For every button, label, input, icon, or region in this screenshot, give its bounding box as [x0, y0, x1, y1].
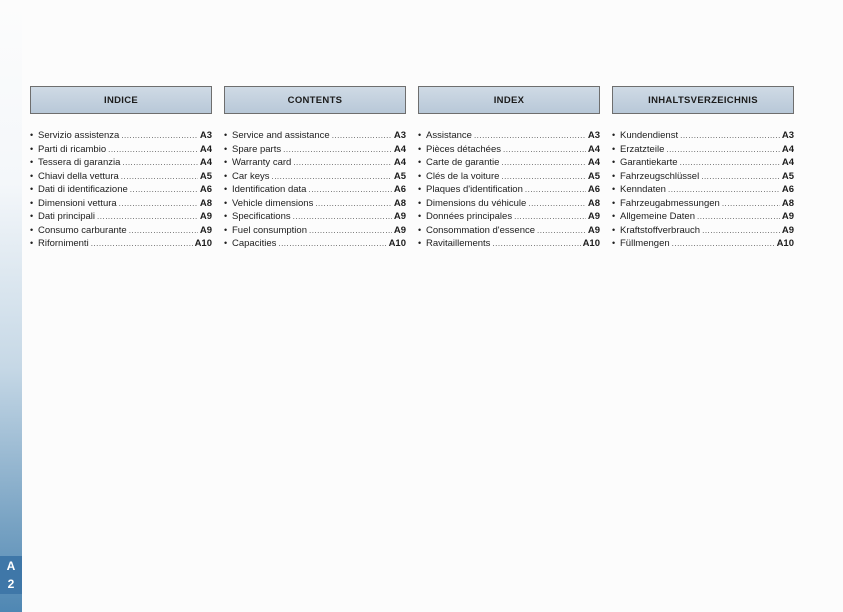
toc-entry[interactable] [612, 170, 794, 184]
dot-leader [283, 143, 392, 157]
bullet-icon: • [612, 238, 616, 248]
dot-leader [501, 156, 585, 170]
toc-entry-page: A9 [393, 211, 406, 222]
dot-leader [315, 197, 392, 211]
toc-entry[interactable] [612, 143, 794, 157]
bullet-icon: • [224, 130, 228, 140]
toc-entry[interactable] [612, 224, 794, 238]
bullet-icon: • [418, 211, 422, 221]
column-title: INHALTSVERZEICHNIS [612, 86, 794, 114]
toc-entry-page: A3 [587, 130, 600, 141]
toc-entry-label: Fuel consumption [232, 224, 307, 236]
toc-entry-page: A4 [199, 143, 212, 155]
toc-entry-label: Vehicle dimensions [232, 197, 314, 209]
toc-entry-page: A5 [199, 170, 212, 182]
toc-entry-label: Dati di identificazione [38, 184, 128, 195]
toc-entry[interactable] [612, 156, 794, 170]
toc-entry-page: A8 [587, 197, 600, 209]
toc-entry[interactable] [224, 237, 406, 251]
bullet-icon: • [30, 238, 34, 248]
toc-entry-label: Dati principali [38, 211, 96, 222]
dot-leader [525, 183, 586, 197]
bullet-icon: • [30, 157, 34, 167]
dot-leader [91, 237, 193, 251]
toc-entry-label: Dimensioni vettura [38, 197, 117, 209]
toc-entry-label: Tessera di garanzia [38, 157, 121, 168]
toc-entry[interactable] [30, 197, 212, 211]
toc-entry[interactable] [30, 170, 212, 184]
dot-leader [122, 156, 197, 170]
toc-entry-label: Servizio assistenza [38, 130, 120, 141]
dot-leader [501, 170, 585, 184]
index-column-italian [30, 86, 212, 251]
toc-entry-page: A9 [587, 211, 600, 222]
dot-leader [119, 197, 198, 211]
toc-entry-label: Warranty card [232, 157, 292, 168]
toc-entry-page: A6 [199, 184, 212, 195]
index-column-french [418, 86, 600, 251]
dot-leader [308, 183, 391, 197]
toc-entry-label: Ravitaillements [426, 238, 491, 249]
toc-entry[interactable] [224, 156, 406, 170]
bullet-icon: • [224, 211, 228, 221]
toc-entry-label: Car keys [232, 170, 270, 182]
toc-entry-label: Consommation d'essence [426, 224, 536, 236]
bullet-icon: • [30, 197, 34, 208]
toc-entry-page: A10 [776, 238, 794, 249]
side-color-strip [0, 0, 22, 612]
toc-entry[interactable] [418, 224, 600, 238]
bullet-icon: • [224, 170, 228, 181]
dot-leader [293, 210, 392, 224]
toc-entry-page: A9 [199, 224, 212, 236]
bullet-icon: • [418, 130, 422, 140]
toc-entry[interactable] [224, 224, 406, 238]
dot-leader [680, 156, 780, 170]
toc-entry-label: Chiavi della vettura [38, 170, 119, 182]
toc-entry[interactable] [30, 183, 212, 197]
bullet-icon: • [224, 184, 228, 194]
toc-entry[interactable] [224, 183, 406, 197]
toc-entry-page: A9 [781, 211, 794, 222]
bullet-icon: • [612, 143, 616, 154]
toc-entry[interactable] [30, 224, 212, 238]
toc-entry-page: A4 [587, 143, 600, 155]
toc-entry[interactable] [224, 210, 406, 224]
toc-entry-label: Fahrzeugschlüssel [620, 170, 700, 182]
toc-entry-label: Capacities [232, 238, 277, 249]
toc-entry-label: Kenndaten [620, 184, 666, 195]
toc-entry[interactable] [418, 170, 600, 184]
bullet-icon: • [612, 157, 616, 167]
dot-leader [293, 156, 392, 170]
toc-entry-page: A6 [393, 184, 406, 195]
toc-entry-label: Spare parts [232, 143, 282, 155]
toc-entry-label: Identification data [232, 184, 307, 195]
bullet-icon: • [418, 184, 422, 194]
entry-list [224, 129, 406, 251]
toc-entry-label: Specifications [232, 211, 291, 222]
dot-leader [130, 183, 198, 197]
toc-entry-label: Rifornimenti [38, 238, 89, 249]
dot-leader [666, 143, 779, 157]
bullet-icon: • [612, 197, 616, 208]
toc-entry-page: A8 [781, 197, 794, 209]
bullet-icon: • [224, 197, 228, 208]
toc-entry[interactable] [30, 129, 212, 143]
dot-leader [309, 224, 392, 238]
toc-entry-page: A9 [781, 224, 794, 236]
dot-leader [271, 170, 391, 184]
toc-entry-label: Fahrzeugabmessungen [620, 197, 720, 209]
toc-entry-page: A4 [393, 143, 406, 155]
bullet-icon: • [418, 238, 422, 248]
page-number-tab [0, 556, 22, 594]
toc-entry-label: Service and assistance [232, 130, 330, 141]
toc-entry[interactable] [612, 183, 794, 197]
dot-leader [668, 183, 780, 197]
toc-entry-label: Consumo carburante [38, 224, 127, 236]
bullet-icon: • [612, 224, 616, 235]
toc-entry-page: A3 [781, 130, 794, 141]
toc-entry-page: A4 [199, 157, 212, 168]
entry-list [418, 129, 600, 251]
bullet-icon: • [418, 170, 422, 181]
toc-entry-page: A9 [393, 224, 406, 236]
column-title: CONTENTS [224, 86, 406, 114]
page-number: 2 [7, 577, 15, 591]
toc-entry-label: Kundendienst [620, 130, 679, 141]
dot-leader [537, 224, 586, 238]
toc-entry-label: Carte de garantie [426, 157, 500, 168]
dot-leader [701, 170, 780, 184]
toc-entry-page: A8 [393, 197, 406, 209]
toc-entry-page: A9 [199, 211, 212, 222]
bullet-icon: • [30, 184, 34, 194]
toc-entry-page: A10 [194, 238, 212, 249]
toc-entry[interactable] [612, 129, 794, 143]
toc-entry[interactable] [224, 170, 406, 184]
page-section-letter: A [6, 559, 16, 573]
toc-entry-label: Pièces détachées [426, 143, 501, 155]
dot-leader [129, 224, 198, 238]
toc-entry-label: Kraftstoffverbrauch [620, 224, 701, 236]
dot-leader [278, 237, 386, 251]
toc-entry-page: A6 [781, 184, 794, 195]
index-column-german [612, 86, 794, 251]
toc-entry-page: A5 [587, 170, 600, 182]
toc-entry-page: A5 [393, 170, 406, 182]
bullet-icon: • [418, 224, 422, 235]
toc-entry-page: A4 [781, 157, 794, 168]
toc-entry[interactable] [612, 197, 794, 211]
dot-leader [722, 197, 780, 211]
dot-leader [528, 197, 586, 211]
toc-entry-page: A6 [587, 184, 600, 195]
bullet-icon: • [418, 143, 422, 154]
toc-entry-label: Dimensions du véhicule [426, 197, 527, 209]
toc-entry[interactable] [418, 129, 600, 143]
toc-entry[interactable] [224, 129, 406, 143]
toc-entry-label: Clés de la voiture [426, 170, 500, 182]
toc-entry-page: A3 [199, 130, 212, 141]
toc-entry[interactable] [418, 210, 600, 224]
toc-entry[interactable] [224, 197, 406, 211]
dot-leader [474, 129, 586, 143]
toc-entry[interactable] [224, 143, 406, 157]
dot-leader [680, 129, 780, 143]
dot-leader [97, 210, 198, 224]
bullet-icon: • [418, 197, 422, 208]
bullet-icon: • [612, 184, 616, 194]
dot-leader [108, 143, 198, 157]
toc-entry-label: Plaques d'identification [426, 184, 523, 195]
bullet-icon: • [224, 157, 228, 167]
bullet-icon: • [612, 170, 616, 181]
toc-entry-page: A10 [582, 238, 600, 249]
toc-entry[interactable] [418, 237, 600, 251]
column-title: INDICE [30, 86, 212, 114]
bullet-icon: • [30, 170, 34, 181]
dot-leader [332, 129, 392, 143]
toc-entry-page: A9 [587, 224, 600, 236]
toc-entry[interactable] [418, 143, 600, 157]
entry-list [30, 129, 212, 251]
bullet-icon: • [612, 130, 616, 140]
toc-entry[interactable] [30, 237, 212, 251]
toc-entry[interactable] [30, 210, 212, 224]
toc-entry[interactable] [418, 183, 600, 197]
bullet-icon: • [30, 143, 34, 154]
toc-entry-label: Erzatzteile [620, 143, 665, 155]
bullet-icon: • [418, 157, 422, 167]
toc-entry-page: A8 [199, 197, 212, 209]
toc-entry-label: Allgemeine Daten [620, 211, 695, 222]
toc-entry[interactable] [612, 210, 794, 224]
dot-leader [121, 170, 198, 184]
column-title: INDEX [418, 86, 600, 114]
bullet-icon: • [224, 224, 228, 235]
dot-leader [514, 210, 586, 224]
toc-entry[interactable] [418, 156, 600, 170]
toc-entry-label: Assistance [426, 130, 472, 141]
toc-entry[interactable] [418, 197, 600, 211]
bullet-icon: • [30, 211, 34, 221]
index-column-english [224, 86, 406, 251]
toc-entry[interactable] [612, 237, 794, 251]
toc-entry-label: Parti di ricambio [38, 143, 107, 155]
toc-entry[interactable] [30, 143, 212, 157]
toc-entry-label: Données principales [426, 211, 513, 222]
toc-entry-page: A4 [393, 157, 406, 168]
dot-leader [672, 237, 775, 251]
bullet-icon: • [224, 238, 228, 248]
bullet-icon: • [30, 224, 34, 235]
dot-leader [503, 143, 586, 157]
toc-entry-page: A4 [587, 157, 600, 168]
bullet-icon: • [224, 143, 228, 154]
toc-entry-label: Füllmengen [620, 238, 670, 249]
bullet-icon: • [612, 211, 616, 221]
dot-leader [492, 237, 580, 251]
toc-entry-page: A5 [781, 170, 794, 182]
toc-entry-page: A4 [781, 143, 794, 155]
dot-leader [121, 129, 198, 143]
dot-leader [697, 210, 780, 224]
entry-list [612, 129, 794, 251]
dot-leader [702, 224, 780, 238]
toc-entry-label: Garantiekarte [620, 157, 678, 168]
toc-entry[interactable] [30, 156, 212, 170]
bullet-icon: • [30, 130, 34, 140]
toc-entry-page: A10 [388, 238, 406, 249]
toc-entry-page: A3 [393, 130, 406, 141]
